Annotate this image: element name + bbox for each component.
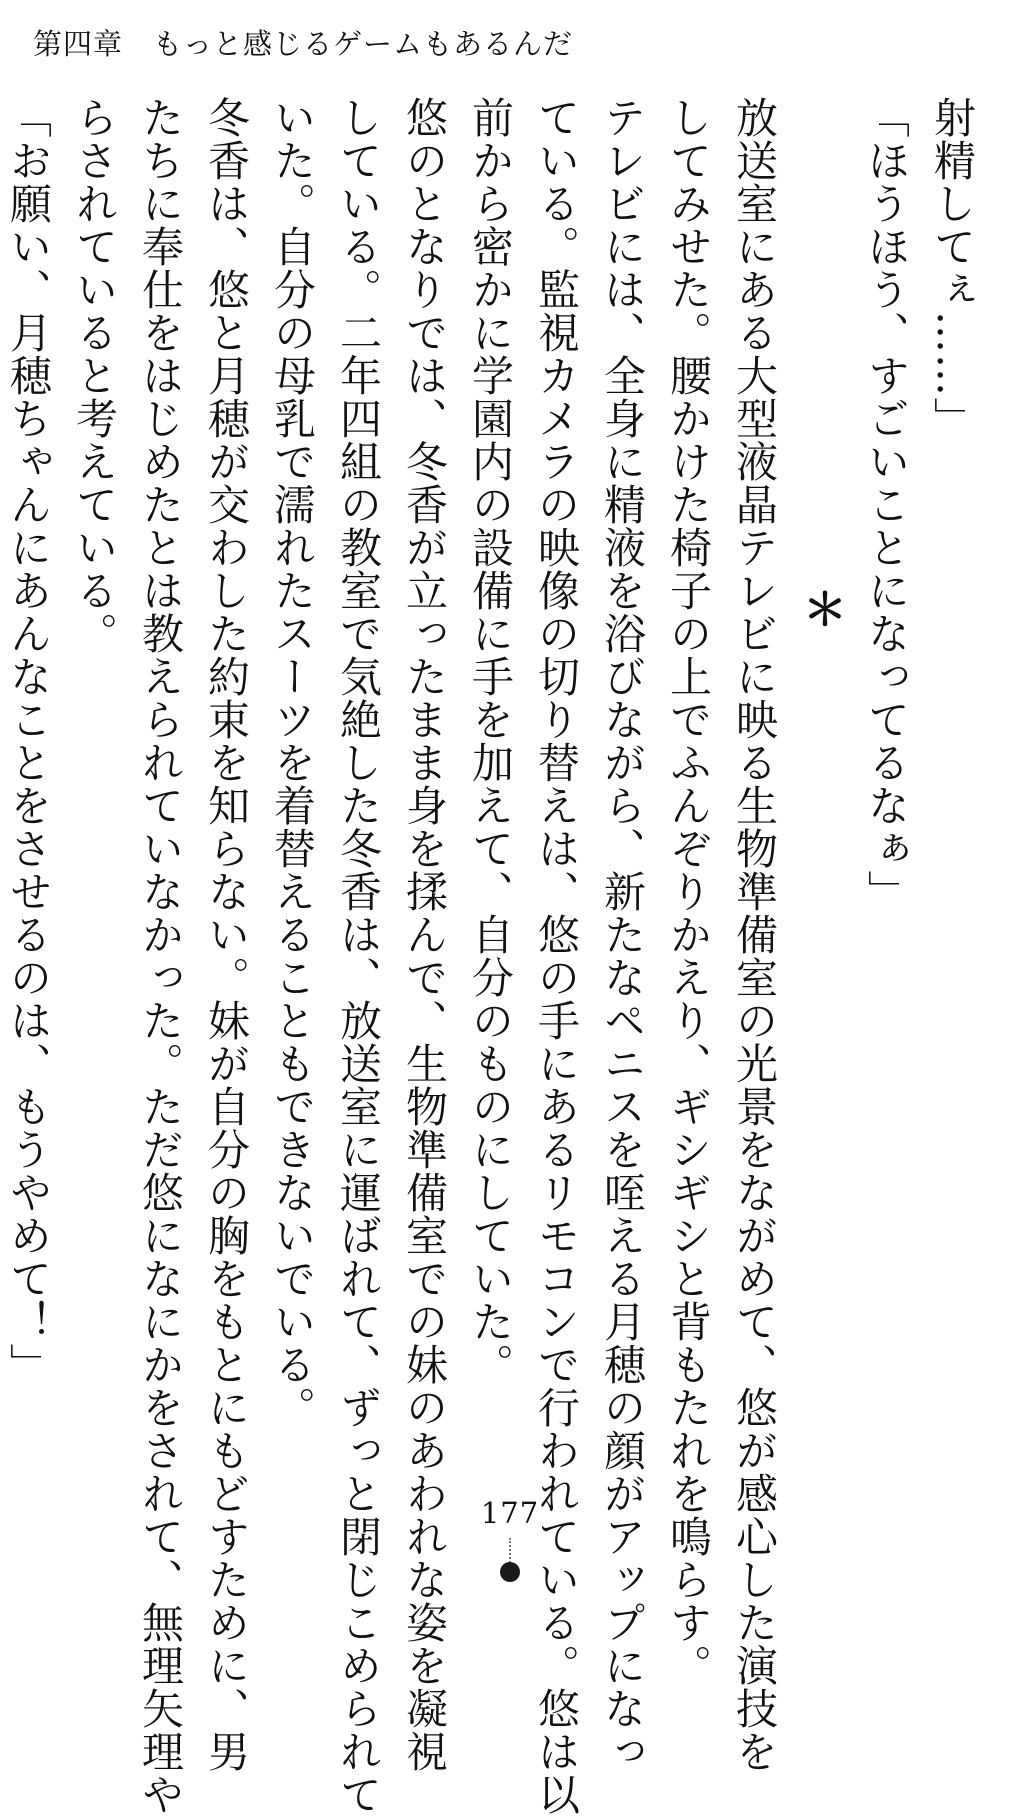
text-line: 「ほうほう、すごいことになってるなぁ」 (862, 96, 911, 913)
page-marker-dot (500, 1562, 520, 1582)
text-line: してみせた。腰かけた椅子の上でふんぞりかえり、ギシギシと背もたれを鳴らす。 (664, 96, 713, 1687)
text-line: 放送室にある大型液晶テレビに映る生物準備室の光景をながめて、悠が感心した演技を (730, 96, 779, 1773)
chapter-number: 第四章 (33, 27, 124, 61)
running-header (33, 27, 574, 61)
text-line: らされていると考えている。 (70, 96, 119, 655)
section-separator: ＊ (795, 586, 846, 631)
text-line: 冬香は、悠と月穂が交わした約束を知らない。妹が自分の胸をもとにもどすために、男 (202, 96, 251, 1773)
text-line: 「お願い、月穂ちゃんにあんなことをさせるのは、もうやめて！」 (4, 96, 53, 1386)
text-line: している。二年四組の教室で気絶した冬香は、放送室に運ばれて、ずっと閉じこめられて (334, 96, 383, 1816)
text-line: テレビには、全身に精液を浴びながら、新たなペニスを咥える月穂の顔がアップになっ (598, 96, 647, 1773)
page-number: 177 (480, 1496, 540, 1530)
text-line: 前から密かに学園内の設備に手を加えて、自分のものにしていた。 (466, 96, 515, 1386)
text-line: いた。自分の母乳で濡れたスーツを着替えることもできないでいる。 (268, 96, 317, 1429)
text-line: ている。監視カメラの映像の切り替えは、悠の手にあるリモコンで行われている。悠は以 (532, 96, 581, 1816)
text-line: たちに奉仕をはじめたとは教えられていなかった。ただ悠になにかをされて、無理矢理や (136, 96, 185, 1816)
chapter-title: もっと感じるゲームもあるんだ (153, 27, 574, 61)
text-line: 射精してぇ……」 (928, 96, 977, 440)
text-line: 悠のとなりでは、冬香が立ったまま身を揉んで、生物準備室での妹のあわれな姿を凝視 (400, 96, 449, 1773)
